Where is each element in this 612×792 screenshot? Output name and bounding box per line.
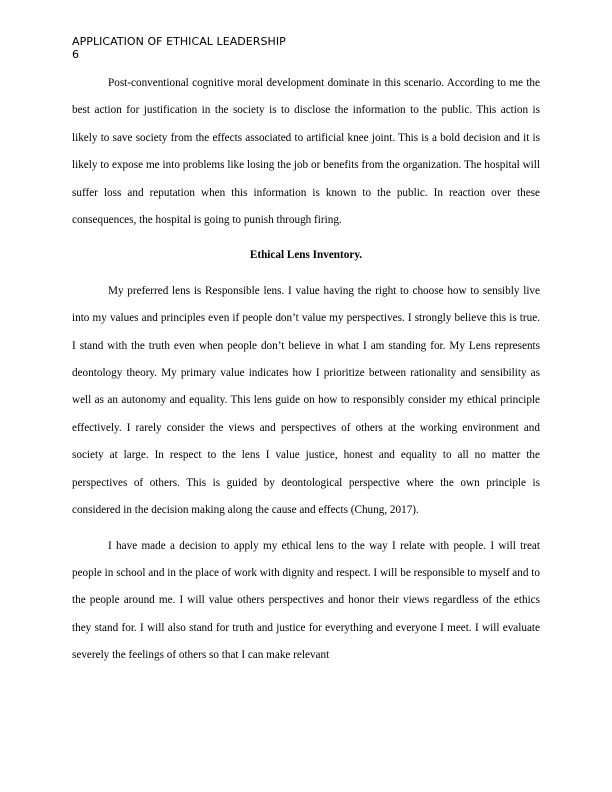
page-number: 6 xyxy=(72,48,80,61)
document-body xyxy=(72,70,540,670)
running-head-title: APPLICATION OF ETHICAL LEADERSHIP xyxy=(72,35,286,48)
paragraph-preferred-lens: My preferred lens is Responsible lens. I value having the right to choose how to sensibly live into my values and principles even if people don’t value my perspectives. I strongly believe this is true. I stand with the truth even when people don’t believe in what I am standing for. My Lens represents deontology theory. My primary value indicates how I prioritize between rationality and sensibility as well as an autonomy and equality. This lens guide on how to responsibly consider my ethical principle effectively. I rarely consider the views and perspectives of others at the working environment and society at large. In respect to the lens I value justice, honest and equality to all no matter the perspectives of others. This is guided by deontological perspective where the own principle is considered in the decision making along the cause and effects (Chung, 2017). xyxy=(72,284,540,517)
running-head xyxy=(72,35,286,61)
section-heading: Ethical Lens Inventory. xyxy=(249,249,363,262)
paragraph-applying-lens: I have made a decision to apply my ethical lens to the way I relate with people. I will treat people in school and in the place of work with dignity and respect. I will be responsible to myself and to the people around me. I will value others perspectives and honor their views regardless of the ethics they stand for. I will also stand for truth and justice for everything and everyone I meet. I will evaluate severely the feelings of others so that I can make relevant xyxy=(72,539,540,662)
paragraph-moral-development: Post-conventional cognitive moral development dominate in this scenario. According to me the best action for justification in the society is to disclose the information to the public. This action is likely to save society from the effects associated to artificial knee joint. This is a bold decision and it is likely to expose me into problems like losing the job or benefits from the organization. The hospital will suffer loss and reputation when this information is known to the public. In reaction over these consequences, the hospital is going to punish through firing. xyxy=(72,77,540,227)
